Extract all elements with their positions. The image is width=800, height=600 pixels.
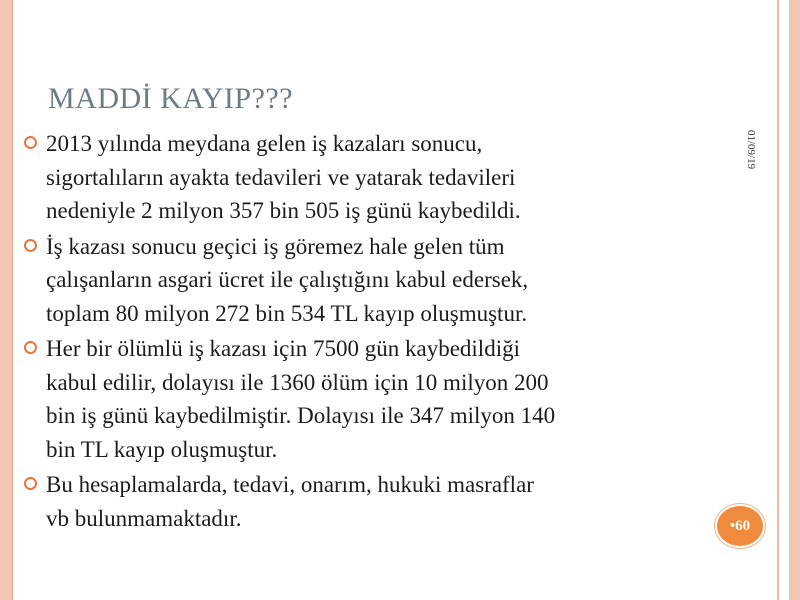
bullet-line: kabul edilir, dolayısı ile 1360 ölüm için 10 milyon 200 (46, 369, 549, 395)
bullet-line: çalışanların asgari ücret ile çalıştığını kabul edersek, (46, 267, 529, 292)
bullet-line: sigortalıların ayakta tedavileri ve yatarak tedavileri (46, 164, 516, 190)
bullet-line: vb bulunmamaktadır. (46, 505, 242, 531)
slide-date: 01/09/19 (745, 130, 757, 170)
page-number: •60 (729, 517, 751, 534)
bullet-line: Bu hesaplamalarda, tedavi, onarım, hukuki masraflar (46, 472, 534, 497)
bullet-line: bin iş günü kaybedilmiştir. Dolayısı ile 347 milyon 140 (46, 403, 556, 428)
bullet-item (24, 468, 724, 535)
bullet-line: 2013 yılında meydana gelen iş kazaları sonucu, (46, 131, 483, 156)
bullet-circle-icon (24, 136, 37, 149)
bullet-item (24, 127, 724, 228)
left-border-decoration (0, 0, 13, 600)
bullet-item (24, 332, 724, 466)
bullet-list (24, 127, 724, 535)
bullet-line: İş kazası sonucu geçici iş göremez hale gelen tüm (46, 233, 505, 259)
slide-title: MADDİ KAYIP??? (48, 82, 294, 115)
bullet-item (24, 230, 724, 331)
bullet-line: bin TL kayıp oluşmuştur. (46, 436, 278, 462)
right-border-line (777, 0, 779, 600)
right-border-decoration (789, 0, 800, 600)
bullet-line: toplam 80 milyon 272 bin 534 TL kayıp oluşmuştur. (46, 300, 528, 326)
bullet-circle-icon (24, 341, 37, 354)
bullet-line: nedeniyle 2 milyon 357 bin 505 iş günü kaybedildi. (46, 198, 521, 223)
bullet-line: Her bir ölümlü iş kazası için 7500 gün kaybedildiği (46, 336, 520, 361)
bullet-circle-icon (24, 477, 37, 490)
page-number-badge (717, 506, 763, 546)
bullet-circle-icon (24, 239, 37, 252)
